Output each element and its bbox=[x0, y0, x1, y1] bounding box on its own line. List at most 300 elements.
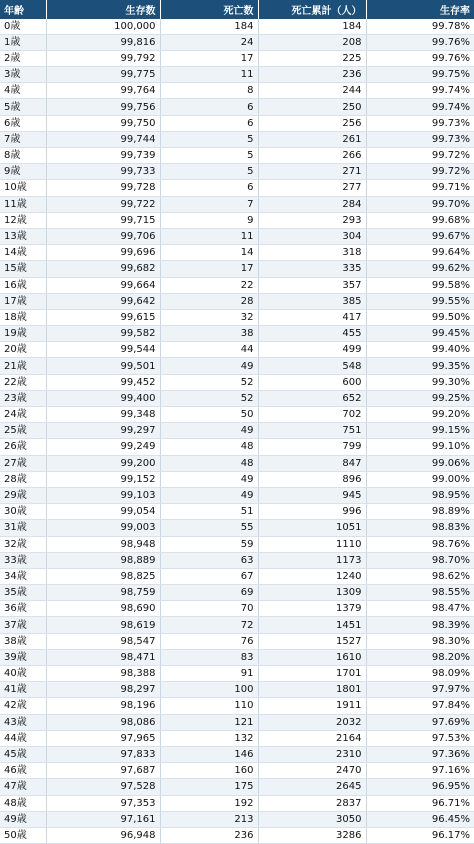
cumulative-deaths-cell: 1527 bbox=[258, 633, 366, 649]
column-header-deaths: 死亡数 bbox=[160, 0, 258, 19]
age-cell: 5歳 bbox=[0, 99, 46, 115]
age-cell: 48歳 bbox=[0, 795, 46, 811]
table-row bbox=[0, 536, 474, 552]
survival-rate-cell: 99.64% bbox=[366, 245, 474, 261]
deaths-cell: 52 bbox=[160, 390, 258, 406]
age-cell: 12歳 bbox=[0, 212, 46, 228]
deaths-cell: 59 bbox=[160, 536, 258, 552]
age-cell: 38歳 bbox=[0, 633, 46, 649]
survival-rate-cell: 96.95% bbox=[366, 779, 474, 795]
cumulative-deaths-cell: 277 bbox=[258, 180, 366, 196]
survival-rate-cell: 99.75% bbox=[366, 67, 474, 83]
table-row bbox=[0, 730, 474, 746]
age-cell: 25歳 bbox=[0, 423, 46, 439]
table-row bbox=[0, 131, 474, 147]
survival-rate-cell: 99.10% bbox=[366, 439, 474, 455]
age-cell: 3歳 bbox=[0, 67, 46, 83]
cumulative-deaths-cell: 261 bbox=[258, 131, 366, 147]
survivors-cell: 99,003 bbox=[46, 520, 160, 536]
table-row bbox=[0, 779, 474, 795]
cumulative-deaths-cell: 1173 bbox=[258, 552, 366, 568]
table-row bbox=[0, 326, 474, 342]
survivors-cell: 98,086 bbox=[46, 714, 160, 730]
cumulative-deaths-cell: 1701 bbox=[258, 666, 366, 682]
deaths-cell: 49 bbox=[160, 487, 258, 503]
age-cell: 20歳 bbox=[0, 342, 46, 358]
age-cell: 32歳 bbox=[0, 536, 46, 552]
survival-rate-cell: 99.78% bbox=[366, 19, 474, 35]
survival-rate-cell: 98.30% bbox=[366, 633, 474, 649]
survivors-cell: 98,948 bbox=[46, 536, 160, 552]
age-cell: 7歳 bbox=[0, 131, 46, 147]
deaths-cell: 9 bbox=[160, 212, 258, 228]
deaths-cell: 38 bbox=[160, 326, 258, 342]
header-row bbox=[0, 0, 474, 19]
survivors-cell: 99,733 bbox=[46, 164, 160, 180]
cumulative-deaths-cell: 184 bbox=[258, 19, 366, 35]
deaths-cell: 32 bbox=[160, 309, 258, 325]
deaths-cell: 51 bbox=[160, 504, 258, 520]
table-row bbox=[0, 277, 474, 293]
age-cell: 33歳 bbox=[0, 552, 46, 568]
survival-rate-cell: 99.45% bbox=[366, 326, 474, 342]
cumulative-deaths-cell: 385 bbox=[258, 293, 366, 309]
survivors-cell: 99,452 bbox=[46, 374, 160, 390]
cumulative-deaths-cell: 1110 bbox=[258, 536, 366, 552]
survivors-cell: 98,825 bbox=[46, 568, 160, 584]
age-cell: 42歳 bbox=[0, 698, 46, 714]
cumulative-deaths-cell: 847 bbox=[258, 455, 366, 471]
table-row bbox=[0, 601, 474, 617]
survivors-cell: 97,687 bbox=[46, 763, 160, 779]
cumulative-deaths-cell: 244 bbox=[258, 83, 366, 99]
age-cell: 46歳 bbox=[0, 763, 46, 779]
cumulative-deaths-cell: 945 bbox=[258, 487, 366, 503]
table-row bbox=[0, 407, 474, 423]
deaths-cell: 175 bbox=[160, 779, 258, 795]
survival-rate-cell: 99.68% bbox=[366, 212, 474, 228]
table-row bbox=[0, 617, 474, 633]
age-cell: 43歳 bbox=[0, 714, 46, 730]
deaths-cell: 121 bbox=[160, 714, 258, 730]
survivors-cell: 99,756 bbox=[46, 99, 160, 115]
cumulative-deaths-cell: 3286 bbox=[258, 827, 366, 843]
survivors-cell: 97,161 bbox=[46, 811, 160, 827]
table-row bbox=[0, 520, 474, 536]
age-cell: 28歳 bbox=[0, 471, 46, 487]
cumulative-deaths-cell: 751 bbox=[258, 423, 366, 439]
cumulative-deaths-cell: 2164 bbox=[258, 730, 366, 746]
survival-rate-cell: 97.69% bbox=[366, 714, 474, 730]
age-cell: 16歳 bbox=[0, 277, 46, 293]
deaths-cell: 55 bbox=[160, 520, 258, 536]
deaths-cell: 91 bbox=[160, 666, 258, 682]
table-row bbox=[0, 261, 474, 277]
deaths-cell: 72 bbox=[160, 617, 258, 633]
table-row bbox=[0, 552, 474, 568]
survival-rate-cell: 99.55% bbox=[366, 293, 474, 309]
age-cell: 26歳 bbox=[0, 439, 46, 455]
survivors-cell: 98,471 bbox=[46, 649, 160, 665]
survivors-cell: 97,833 bbox=[46, 746, 160, 762]
survival-rate-cell: 97.16% bbox=[366, 763, 474, 779]
survival-rate-cell: 98.76% bbox=[366, 536, 474, 552]
table-body bbox=[0, 19, 474, 844]
table-row bbox=[0, 34, 474, 50]
table-row bbox=[0, 504, 474, 520]
table-row bbox=[0, 455, 474, 471]
cumulative-deaths-cell: 1451 bbox=[258, 617, 366, 633]
cumulative-deaths-cell: 293 bbox=[258, 212, 366, 228]
column-header-cumulative-deaths: 死亡累計（人） bbox=[258, 0, 366, 19]
deaths-cell: 213 bbox=[160, 811, 258, 827]
survivors-cell: 99,682 bbox=[46, 261, 160, 277]
survival-rate-cell: 99.67% bbox=[366, 228, 474, 244]
survival-rate-cell: 99.62% bbox=[366, 261, 474, 277]
deaths-cell: 63 bbox=[160, 552, 258, 568]
cumulative-deaths-cell: 271 bbox=[258, 164, 366, 180]
table-row bbox=[0, 795, 474, 811]
survivors-cell: 99,715 bbox=[46, 212, 160, 228]
age-cell: 30歳 bbox=[0, 504, 46, 520]
cumulative-deaths-cell: 225 bbox=[258, 50, 366, 66]
cumulative-deaths-cell: 996 bbox=[258, 504, 366, 520]
deaths-cell: 5 bbox=[160, 148, 258, 164]
age-cell: 47歳 bbox=[0, 779, 46, 795]
deaths-cell: 17 bbox=[160, 50, 258, 66]
age-cell: 40歳 bbox=[0, 666, 46, 682]
survivors-cell: 100,000 bbox=[46, 19, 160, 35]
deaths-cell: 7 bbox=[160, 196, 258, 212]
age-cell: 34歳 bbox=[0, 568, 46, 584]
column-header-age: 年齢 bbox=[0, 0, 46, 19]
survivors-cell: 98,759 bbox=[46, 585, 160, 601]
cumulative-deaths-cell: 548 bbox=[258, 358, 366, 374]
cumulative-deaths-cell: 1911 bbox=[258, 698, 366, 714]
table-row bbox=[0, 568, 474, 584]
cumulative-deaths-cell: 2310 bbox=[258, 746, 366, 762]
cumulative-deaths-cell: 1801 bbox=[258, 682, 366, 698]
cumulative-deaths-cell: 1240 bbox=[258, 568, 366, 584]
survivors-cell: 99,792 bbox=[46, 50, 160, 66]
table-row bbox=[0, 585, 474, 601]
cumulative-deaths-cell: 2645 bbox=[258, 779, 366, 795]
column-header-survivors: 生存数 bbox=[46, 0, 160, 19]
survivors-cell: 98,889 bbox=[46, 552, 160, 568]
age-cell: 1歳 bbox=[0, 34, 46, 50]
deaths-cell: 67 bbox=[160, 568, 258, 584]
survival-rate-cell: 99.58% bbox=[366, 277, 474, 293]
cumulative-deaths-cell: 2837 bbox=[258, 795, 366, 811]
survivors-cell: 99,775 bbox=[46, 67, 160, 83]
survival-rate-cell: 99.30% bbox=[366, 374, 474, 390]
cumulative-deaths-cell: 256 bbox=[258, 115, 366, 131]
table-row bbox=[0, 196, 474, 212]
survivors-cell: 99,054 bbox=[46, 504, 160, 520]
survivors-cell: 99,706 bbox=[46, 228, 160, 244]
table-row bbox=[0, 99, 474, 115]
table-row bbox=[0, 115, 474, 131]
age-cell: 4歳 bbox=[0, 83, 46, 99]
survival-rate-cell: 99.25% bbox=[366, 390, 474, 406]
survival-rate-cell: 98.09% bbox=[366, 666, 474, 682]
cumulative-deaths-cell: 652 bbox=[258, 390, 366, 406]
table-row bbox=[0, 358, 474, 374]
table-row bbox=[0, 649, 474, 665]
survivors-cell: 98,619 bbox=[46, 617, 160, 633]
table-row bbox=[0, 827, 474, 843]
table-row bbox=[0, 374, 474, 390]
cumulative-deaths-cell: 284 bbox=[258, 196, 366, 212]
survival-rate-cell: 97.84% bbox=[366, 698, 474, 714]
age-cell: 18歳 bbox=[0, 309, 46, 325]
table-row bbox=[0, 83, 474, 99]
deaths-cell: 5 bbox=[160, 164, 258, 180]
table-row bbox=[0, 811, 474, 827]
survival-rate-cell: 98.39% bbox=[366, 617, 474, 633]
table-row bbox=[0, 148, 474, 164]
deaths-cell: 8 bbox=[160, 83, 258, 99]
table-row bbox=[0, 763, 474, 779]
deaths-cell: 49 bbox=[160, 471, 258, 487]
cumulative-deaths-cell: 702 bbox=[258, 407, 366, 423]
survival-rate-cell: 99.73% bbox=[366, 131, 474, 147]
cumulative-deaths-cell: 2470 bbox=[258, 763, 366, 779]
table-row bbox=[0, 633, 474, 649]
deaths-cell: 6 bbox=[160, 115, 258, 131]
deaths-cell: 100 bbox=[160, 682, 258, 698]
survivors-cell: 99,642 bbox=[46, 293, 160, 309]
survival-rate-cell: 97.97% bbox=[366, 682, 474, 698]
age-cell: 19歳 bbox=[0, 326, 46, 342]
cumulative-deaths-cell: 335 bbox=[258, 261, 366, 277]
survival-rate-cell: 99.72% bbox=[366, 164, 474, 180]
survival-rate-cell: 99.50% bbox=[366, 309, 474, 325]
deaths-cell: 11 bbox=[160, 228, 258, 244]
deaths-cell: 17 bbox=[160, 261, 258, 277]
survival-rate-cell: 98.89% bbox=[366, 504, 474, 520]
table-row bbox=[0, 180, 474, 196]
cumulative-deaths-cell: 266 bbox=[258, 148, 366, 164]
survival-rate-cell: 99.74% bbox=[366, 83, 474, 99]
age-cell: 27歳 bbox=[0, 455, 46, 471]
cumulative-deaths-cell: 357 bbox=[258, 277, 366, 293]
age-cell: 6歳 bbox=[0, 115, 46, 131]
age-cell: 23歳 bbox=[0, 390, 46, 406]
cumulative-deaths-cell: 499 bbox=[258, 342, 366, 358]
survivors-cell: 99,297 bbox=[46, 423, 160, 439]
survival-rate-cell: 99.70% bbox=[366, 196, 474, 212]
age-cell: 11歳 bbox=[0, 196, 46, 212]
survivors-cell: 99,152 bbox=[46, 471, 160, 487]
deaths-cell: 6 bbox=[160, 99, 258, 115]
deaths-cell: 48 bbox=[160, 439, 258, 455]
survival-rate-cell: 99.00% bbox=[366, 471, 474, 487]
cumulative-deaths-cell: 1309 bbox=[258, 585, 366, 601]
table-row bbox=[0, 19, 474, 35]
survivors-cell: 99,615 bbox=[46, 309, 160, 325]
age-cell: 21歳 bbox=[0, 358, 46, 374]
survival-rate-cell: 99.73% bbox=[366, 115, 474, 131]
deaths-cell: 69 bbox=[160, 585, 258, 601]
cumulative-deaths-cell: 2032 bbox=[258, 714, 366, 730]
survival-rate-cell: 99.06% bbox=[366, 455, 474, 471]
survivors-cell: 99,544 bbox=[46, 342, 160, 358]
survival-rate-cell: 96.17% bbox=[366, 827, 474, 843]
survivors-cell: 98,547 bbox=[46, 633, 160, 649]
age-cell: 0歳 bbox=[0, 19, 46, 35]
survivors-cell: 96,948 bbox=[46, 827, 160, 843]
cumulative-deaths-cell: 250 bbox=[258, 99, 366, 115]
survivors-cell: 98,388 bbox=[46, 666, 160, 682]
deaths-cell: 76 bbox=[160, 633, 258, 649]
survivors-cell: 99,696 bbox=[46, 245, 160, 261]
cumulative-deaths-cell: 318 bbox=[258, 245, 366, 261]
deaths-cell: 49 bbox=[160, 358, 258, 374]
age-cell: 39歳 bbox=[0, 649, 46, 665]
survival-rate-cell: 97.53% bbox=[366, 730, 474, 746]
table-row bbox=[0, 67, 474, 83]
cumulative-deaths-cell: 3050 bbox=[258, 811, 366, 827]
table-row bbox=[0, 746, 474, 762]
survivors-cell: 99,750 bbox=[46, 115, 160, 131]
table-row bbox=[0, 698, 474, 714]
survivors-cell: 99,764 bbox=[46, 83, 160, 99]
age-cell: 49歳 bbox=[0, 811, 46, 827]
deaths-cell: 160 bbox=[160, 763, 258, 779]
cumulative-deaths-cell: 208 bbox=[258, 34, 366, 50]
cumulative-deaths-cell: 1051 bbox=[258, 520, 366, 536]
age-cell: 22歳 bbox=[0, 374, 46, 390]
age-cell: 24歳 bbox=[0, 407, 46, 423]
deaths-cell: 236 bbox=[160, 827, 258, 843]
table-row bbox=[0, 714, 474, 730]
table-row bbox=[0, 245, 474, 261]
survival-rate-cell: 99.74% bbox=[366, 99, 474, 115]
survivors-cell: 98,196 bbox=[46, 698, 160, 714]
age-cell: 17歳 bbox=[0, 293, 46, 309]
age-cell: 14歳 bbox=[0, 245, 46, 261]
age-cell: 15歳 bbox=[0, 261, 46, 277]
age-cell: 35歳 bbox=[0, 585, 46, 601]
deaths-cell: 11 bbox=[160, 67, 258, 83]
survivors-cell: 99,722 bbox=[46, 196, 160, 212]
age-cell: 31歳 bbox=[0, 520, 46, 536]
deaths-cell: 49 bbox=[160, 423, 258, 439]
survival-rate-cell: 98.20% bbox=[366, 649, 474, 665]
survivors-cell: 99,501 bbox=[46, 358, 160, 374]
deaths-cell: 83 bbox=[160, 649, 258, 665]
deaths-cell: 132 bbox=[160, 730, 258, 746]
survivors-cell: 99,249 bbox=[46, 439, 160, 455]
survival-rate-cell: 96.45% bbox=[366, 811, 474, 827]
age-cell: 37歳 bbox=[0, 617, 46, 633]
age-cell: 50歳 bbox=[0, 827, 46, 843]
survivors-cell: 99,728 bbox=[46, 180, 160, 196]
survivors-cell: 99,348 bbox=[46, 407, 160, 423]
table-row bbox=[0, 682, 474, 698]
deaths-cell: 22 bbox=[160, 277, 258, 293]
table-row bbox=[0, 471, 474, 487]
survivors-cell: 97,528 bbox=[46, 779, 160, 795]
deaths-cell: 14 bbox=[160, 245, 258, 261]
table-row bbox=[0, 309, 474, 325]
survival-rate-cell: 98.47% bbox=[366, 601, 474, 617]
age-cell: 45歳 bbox=[0, 746, 46, 762]
cumulative-deaths-cell: 236 bbox=[258, 67, 366, 83]
survivors-cell: 99,664 bbox=[46, 277, 160, 293]
cumulative-deaths-cell: 896 bbox=[258, 471, 366, 487]
survival-rate-cell: 99.76% bbox=[366, 34, 474, 50]
cumulative-deaths-cell: 455 bbox=[258, 326, 366, 342]
survival-rate-cell: 98.70% bbox=[366, 552, 474, 568]
survival-rate-cell: 98.83% bbox=[366, 520, 474, 536]
survival-rate-cell: 99.40% bbox=[366, 342, 474, 358]
age-cell: 44歳 bbox=[0, 730, 46, 746]
table-row bbox=[0, 164, 474, 180]
age-cell: 41歳 bbox=[0, 682, 46, 698]
deaths-cell: 24 bbox=[160, 34, 258, 50]
survival-rate-cell: 99.35% bbox=[366, 358, 474, 374]
cumulative-deaths-cell: 1379 bbox=[258, 601, 366, 617]
age-cell: 10歳 bbox=[0, 180, 46, 196]
table-row bbox=[0, 293, 474, 309]
deaths-cell: 6 bbox=[160, 180, 258, 196]
age-cell: 29歳 bbox=[0, 487, 46, 503]
column-header-survival-rate: 生存率 bbox=[440, 5, 470, 17]
survival-rate-cell: 99.76% bbox=[366, 50, 474, 66]
deaths-cell: 48 bbox=[160, 455, 258, 471]
table-row bbox=[0, 342, 474, 358]
deaths-cell: 192 bbox=[160, 795, 258, 811]
table-row bbox=[0, 487, 474, 503]
table-row bbox=[0, 50, 474, 66]
deaths-cell: 44 bbox=[160, 342, 258, 358]
table-row bbox=[0, 439, 474, 455]
deaths-cell: 52 bbox=[160, 374, 258, 390]
cumulative-deaths-cell: 304 bbox=[258, 228, 366, 244]
table-row bbox=[0, 212, 474, 228]
deaths-cell: 70 bbox=[160, 601, 258, 617]
survivors-cell: 99,744 bbox=[46, 131, 160, 147]
cumulative-deaths-cell: 600 bbox=[258, 374, 366, 390]
survivors-cell: 99,739 bbox=[46, 148, 160, 164]
table-row bbox=[0, 228, 474, 244]
survival-rate-cell: 99.72% bbox=[366, 148, 474, 164]
table-row bbox=[0, 423, 474, 439]
survivors-cell: 97,353 bbox=[46, 795, 160, 811]
cumulative-deaths-cell: 1610 bbox=[258, 649, 366, 665]
survivors-cell: 99,200 bbox=[46, 455, 160, 471]
age-cell: 8歳 bbox=[0, 148, 46, 164]
survival-rate-cell: 97.36% bbox=[366, 746, 474, 762]
deaths-cell: 184 bbox=[160, 19, 258, 35]
deaths-cell: 5 bbox=[160, 131, 258, 147]
survival-rate-cell: 99.20% bbox=[366, 407, 474, 423]
cumulative-deaths-cell: 799 bbox=[258, 439, 366, 455]
deaths-cell: 110 bbox=[160, 698, 258, 714]
table-row bbox=[0, 666, 474, 682]
deaths-cell: 28 bbox=[160, 293, 258, 309]
survivors-cell: 99,816 bbox=[46, 34, 160, 50]
survivors-cell: 98,297 bbox=[46, 682, 160, 698]
survivors-cell: 99,400 bbox=[46, 390, 160, 406]
age-cell: 36歳 bbox=[0, 601, 46, 617]
table-row bbox=[0, 390, 474, 406]
age-cell: 9歳 bbox=[0, 164, 46, 180]
survival-rate-cell: 99.15% bbox=[366, 423, 474, 439]
survivors-cell: 99,582 bbox=[46, 326, 160, 342]
